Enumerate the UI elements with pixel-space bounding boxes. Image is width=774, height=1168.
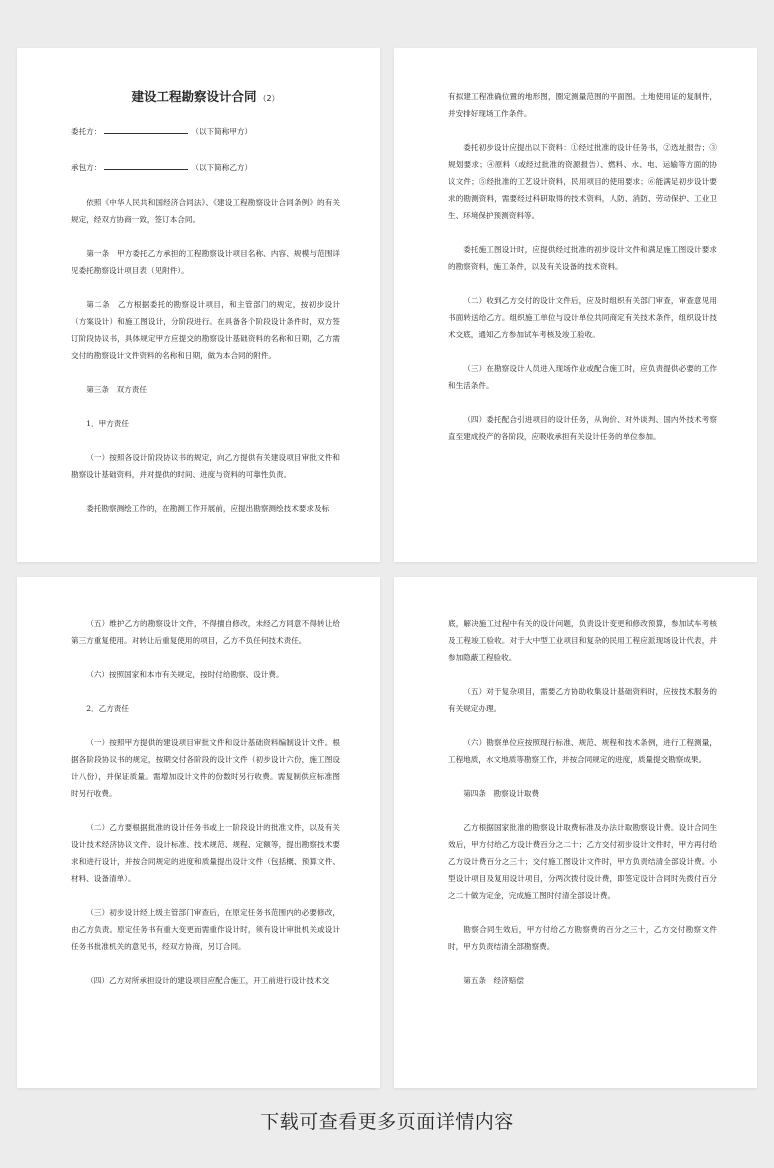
subsection-heading: 1．甲方责任 (86, 419, 129, 428)
paragraph: （六）按照国家和本市有关规定，按时付给勘察、设计费。 (86, 670, 284, 679)
contract-title (71, 88, 340, 108)
subsection-heading: 2．乙方责任 (86, 704, 129, 713)
client-blank (104, 124, 188, 134)
section-heading: 第四条 勘察设计取费 (463, 789, 540, 798)
contract-title-text: 建设工程勘察设计合同 (131, 89, 257, 104)
document-page-1 (17, 48, 380, 562)
paragraph: （二）乙方要根据批准的设计任务书或上一阶段设计的批准文件，以及有关设计技术经济协议文件、设计标准、技术规范、规程、定额等，提出勘察技术要求和进行设计，并按合同规定的进度和质量提出设计文件（包括概、预算文件、材料、设备清单）。 (71, 823, 340, 883)
paragraph: （六）勘察单位应按照现行标准、规范、规程和技术条例，进行工程测量，工程地质，水文地质等勘察工作，并按合同规定的进度，质量提交勘察成果。 (448, 738, 717, 764)
paragraph: 乙方根据国家批准的勘察设计取费标准及办法计取勘察设计费。设计合同生效后，甲方付给乙方设计费百分之二十；乙方交付初步设计文件时，甲方再付给乙方设计费百分之三十；交付施工图设计文件时，甲方负责结清全部设计费。小型设计项目及复用设计项目，分两次拨付设计费，即签定设计合同时先拨付百分之二十做为定金，完成施工图时付清全部设计费。 (448, 823, 717, 900)
client-line (71, 122, 340, 141)
section-heading: 第五条 经济赔偿 (463, 976, 524, 985)
paragraph: 有拟建工程准确位置的地形图，圈定测量范围的平面图。土地使用证的复制件，并安排好现场工作条件。 (448, 92, 717, 118)
contractor-label: 承包方： (71, 163, 102, 172)
client-note: （以下简称甲方） (191, 127, 253, 136)
paragraph: （二）收到乙方交付的设计文件后，应及时组织有关部门审查，审查意见用书面转送给乙方。组织施工单位与设计单位共同商定有关技术条件，组织设计技术交底，通知乙方参加试车考核及竣工验收。 (448, 296, 717, 339)
client-label: 委托方： (71, 127, 102, 136)
document-page-3 (17, 577, 380, 1088)
paragraph: （四）乙方对所承担设计的建设项目应配合施工，开工前进行设计技术交 (86, 976, 330, 985)
document-page-4 (394, 577, 757, 1088)
document-page-2 (394, 48, 757, 562)
contractor-note: （以下简称乙方） (191, 163, 253, 172)
paragraph: 委托初步设计应提出以下资料：①经过批准的设计任务书，②选址报告；③规划要求；④原料（或经过批准的资源报告）、燃料、水、电、运输等方面的协议文件；⑤经批准的工艺设计资料，民用项目的使用要求；⑥能满足初步设计要求的勘测资料，需要经过科研取得的技术资料，人防、消防、劳动保护、工业卫生、环境保护预测资料等。 (448, 143, 717, 220)
paragraph: 依照《中华人民共和国经济合同法》、《建设工程勘察设计合同条例》的有关规定，经双方协商一致，签订本合同。 (71, 198, 340, 224)
paragraph: （一）按照各设计阶段协议书的规定，向乙方提供有关建设项目审批文件和勘察设计基础资料，并对提供的时间、进度与资料的可靠性负责。 (71, 453, 340, 479)
contractor-blank (104, 160, 188, 170)
paragraph: 勘察合同生效后，甲方付给乙方勘察费的百分之三十，乙方交付勘察文件时，甲方负责结清全部勘察费。 (448, 925, 717, 951)
paragraph: 第一条 甲方委托乙方承担的工程勘察设计项目名称、内容、规模与范围详见委托勘察设计项目表（见附件）。 (71, 249, 340, 275)
paragraph: （三）初步设计经上级主管部门审查后，在原定任务书范围内的必要修改，由乙方负责。原定任务书有重大变更而需重作设计时，须有设计审批机关或设计任务书批准机关的意见书，经双方协商，另订合同。 (71, 908, 340, 951)
download-more-link[interactable]: 下载可查看更多页面详情内容 (260, 1111, 514, 1133)
paragraph: （一）按照甲方提供的建设项目审批文件和设计基础资料编制设计文件。根据各阶段协议书的规定，按期交付各阶段的设计文件（初步设计六份，施工图设计八份），并保证质量。需增加设计文件的份数时另行收费。需复制供应标准图时另行收费。 (71, 738, 340, 798)
paragraph: （四）委托配合引进项目的设计任务，从询价、对外谈判、国内外技术考察直至建成投产的各阶段，应吸收承担有关设计任务的单位参加。 (448, 415, 717, 441)
paragraph: （五）对于复杂项目，需要乙方协助收集设计基础资料时，应按技术服务的有关规定办理。 (448, 687, 717, 713)
paragraph: 第二条 乙方根据委托的勘察设计项目，和主管部门的规定，按初步设计（方案设计）和施工图设计，分阶段进行。在具备各个阶段设计条件时，双方签订阶段协议书，具体规定甲方应提交的勘察设计基础资料的名称和日期，乙方需交付的勘察设计文件资料的名称和日期，做为本合同的附件。 (71, 300, 340, 360)
paragraph: （三）在勘察设计人员进入现场作业或配合施工时，应负责提供必要的工作和生活条件。 (448, 364, 717, 390)
paragraph: 委托勘察测绘工作的，在勘测工作开展前，应提出勘察测绘技术要求及标 (86, 504, 330, 513)
contractor-line (71, 158, 340, 177)
paragraph: 委托施工图设计时，应提供经过批准的初步设计文件和满足施工图设计要求的勘察资料，施工条件，以及有关设备的技术资料。 (448, 245, 717, 271)
section-heading: 第三条 双方责任 (86, 385, 147, 394)
contract-title-suffix: （2） (258, 94, 280, 103)
paragraph: 底，解决施工过程中有关的设计问题，负责设计变更和修改预算，参加试车考核及工程竣工验收。对于大中型工业项目和复杂的民用工程应派现场设计代表，并参加隐蔽工程验收。 (448, 619, 717, 662)
paragraph: （五）维护乙方的勘察设计文件，不得擅自修改，未经乙方同意不得转让给第三方重复使用。对转让后重复使用的项目，乙方不负任何技术责任。 (71, 619, 340, 645)
